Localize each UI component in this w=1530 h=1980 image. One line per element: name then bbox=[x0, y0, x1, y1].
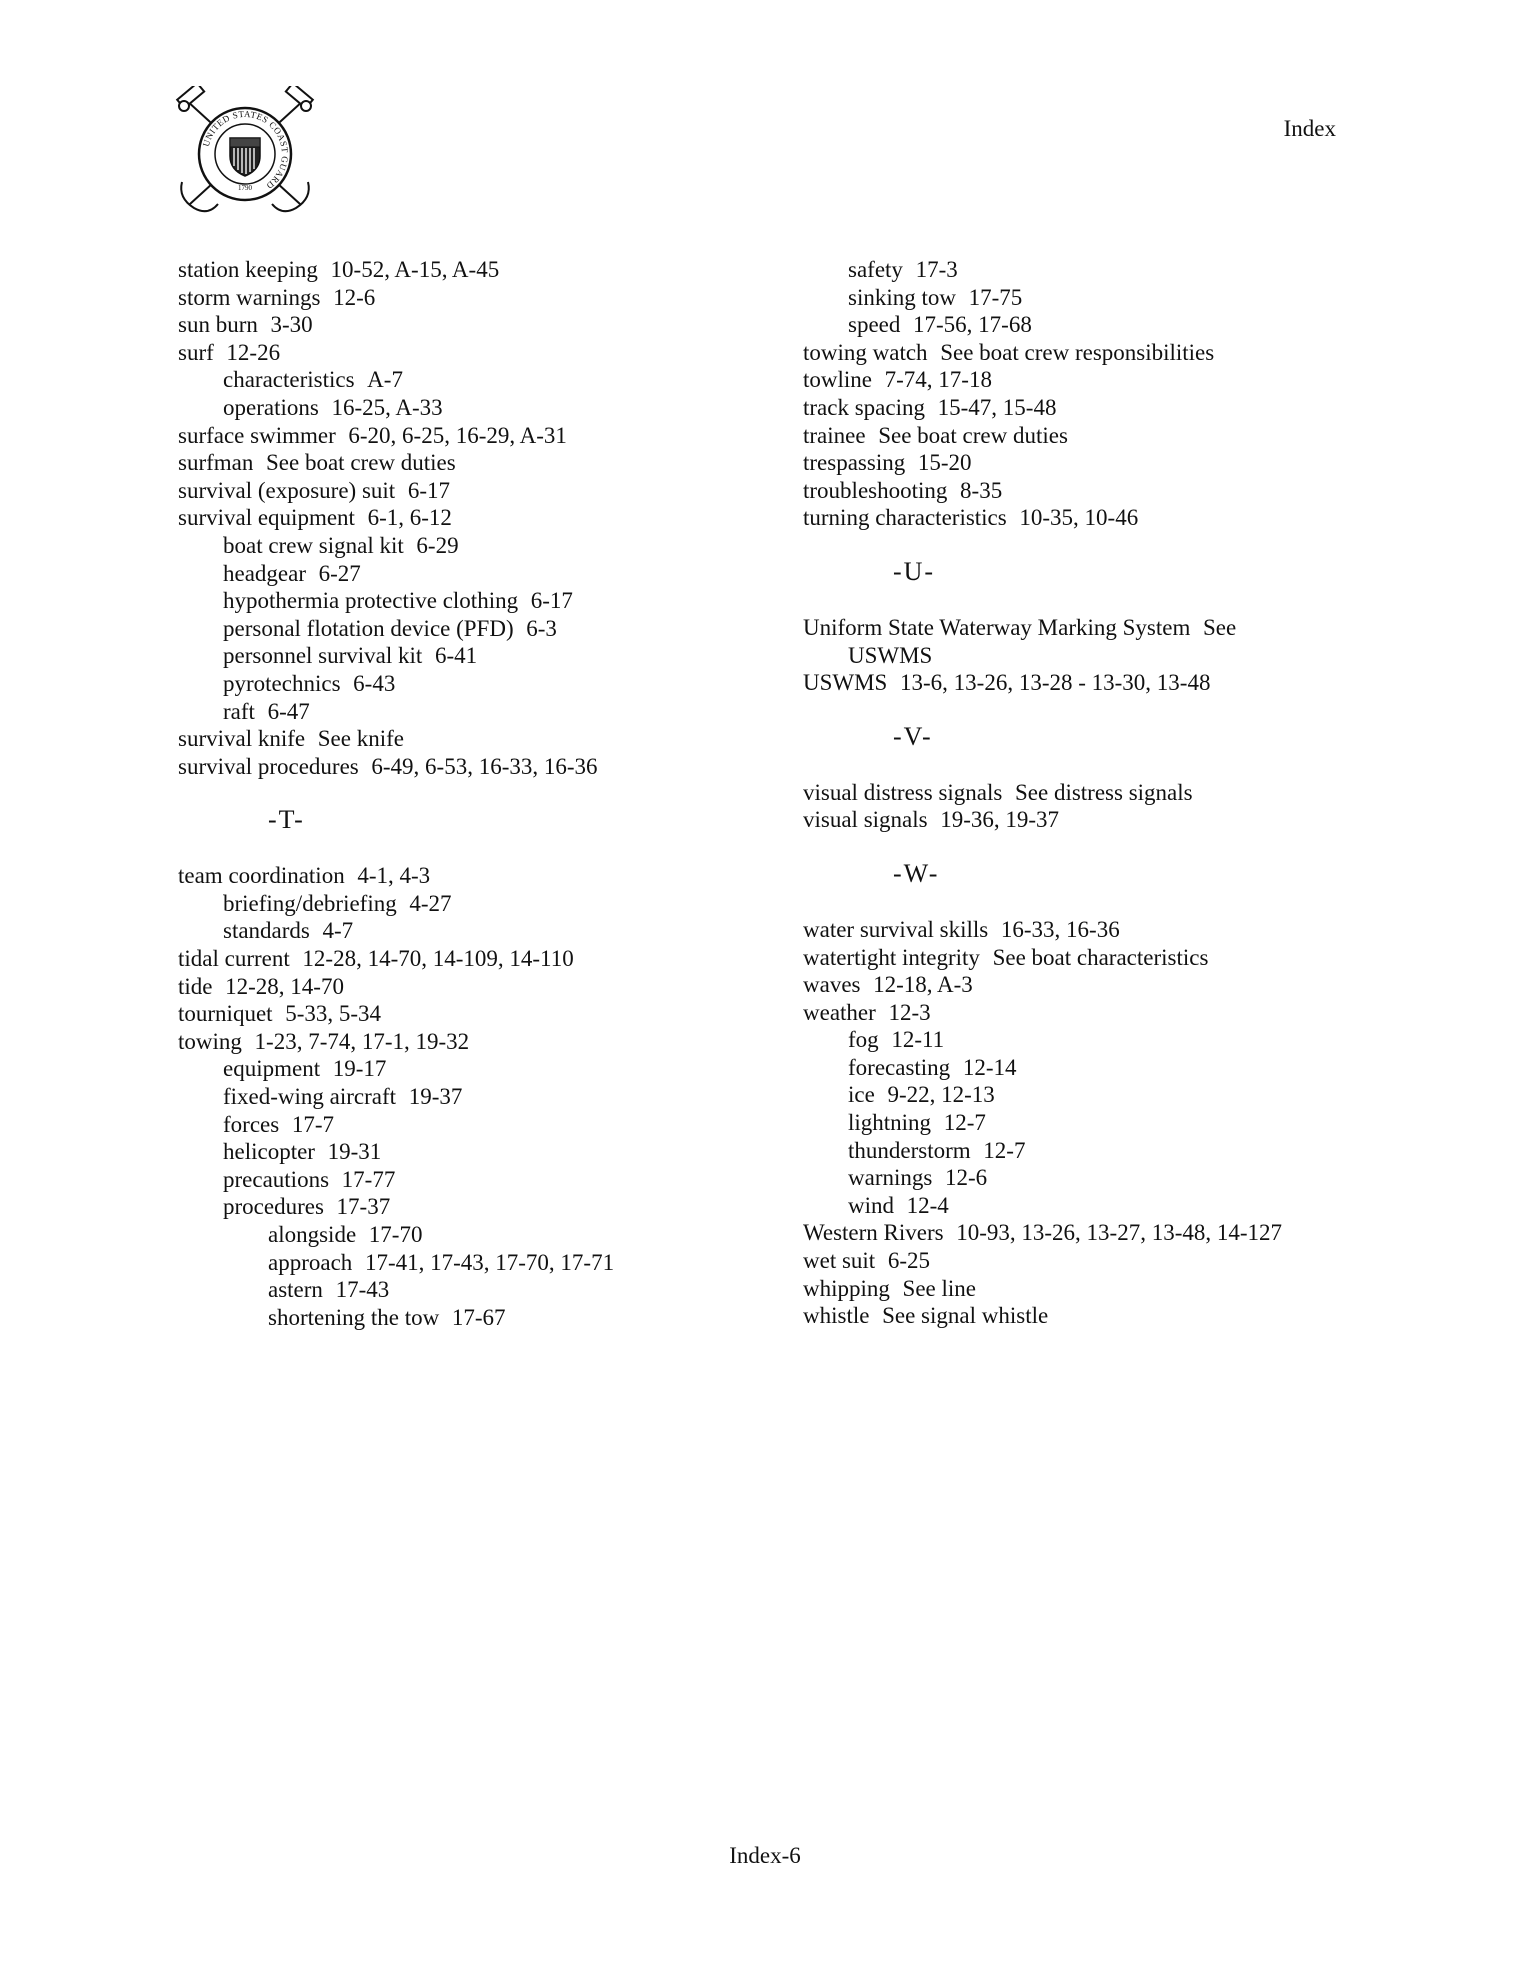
index-entry: trainee See boat crew duties bbox=[803, 422, 1068, 448]
letter-heading: -T- bbox=[268, 805, 305, 835]
index-entry: watertight integrity See boat characteristics bbox=[803, 944, 1209, 970]
index-subentry: lightning 12-7 bbox=[848, 1110, 986, 1136]
letter-heading: -U- bbox=[893, 556, 936, 586]
index-entry: track spacing 15-47, 15-48 bbox=[803, 394, 1057, 420]
index-entry: surf 12-26 bbox=[178, 339, 281, 365]
index-entry: turning characteristics 10-35, 10-46 bbox=[803, 505, 1139, 531]
index-left-column bbox=[178, 256, 778, 1331]
index-subentry: hypothermia protective clothing 6-17 bbox=[223, 588, 573, 614]
index-subentry: wind 12-4 bbox=[848, 1192, 949, 1218]
index-subentry: precautions 17-77 bbox=[223, 1166, 396, 1192]
letter-heading: -V- bbox=[893, 721, 933, 751]
index-entry: team coordination 4-1, 4-3 bbox=[178, 863, 431, 889]
index-entry: towline 7-74, 17-18 bbox=[803, 367, 992, 393]
index-entry: survival knife See knife bbox=[178, 726, 404, 752]
index-entry: station keeping 10-52, A-15, A-45 bbox=[178, 257, 500, 282]
index-subentry: equipment 19-17 bbox=[223, 1056, 387, 1082]
index-subentry: thunderstorm 12-7 bbox=[848, 1137, 1026, 1163]
index-subentry: forces 17-7 bbox=[223, 1111, 334, 1137]
index-subentry: standards 4-7 bbox=[223, 918, 354, 944]
index-entry: sun burn 3-30 bbox=[178, 312, 313, 338]
section-header: Index bbox=[1283, 116, 1336, 141]
index-subentry: speed 17-56, 17-68 bbox=[848, 312, 1032, 338]
index-subentry: raft 6-47 bbox=[223, 698, 310, 724]
index-subsubentry: shortening the tow 17-67 bbox=[268, 1304, 506, 1330]
index-subentry: fixed-wing aircraft 19-37 bbox=[223, 1084, 463, 1110]
index-entry: whipping See line bbox=[803, 1275, 976, 1301]
letter-section-t bbox=[178, 780, 778, 862]
index-subentry: forecasting 12-14 bbox=[848, 1054, 1017, 1080]
index-subsubentry: approach 17-41, 17-43, 17-70, 17-71 bbox=[268, 1249, 615, 1275]
index-subentry: pyrotechnics 6-43 bbox=[223, 670, 396, 696]
index-entry: whistle See signal whistle bbox=[803, 1303, 1049, 1329]
index-entry: weather 12-3 bbox=[803, 999, 931, 1025]
index-entry: towing watch See boat crew responsibilities bbox=[803, 339, 1215, 365]
logo-year: 1790 bbox=[238, 184, 252, 192]
index-entry: visual signals 19-36, 19-37 bbox=[803, 807, 1060, 833]
index-subentry: ice 9-22, 12-13 bbox=[848, 1082, 995, 1108]
index-entry: wet suit 6-25 bbox=[803, 1248, 931, 1274]
coast-guard-emblem-logo bbox=[174, 86, 316, 220]
index-entry: waves 12-18, A-3 bbox=[803, 972, 973, 998]
index-subentry: procedures 17-37 bbox=[223, 1194, 391, 1220]
index-subentry: characteristics A-7 bbox=[223, 367, 403, 393]
index-subentry: personnel survival kit 6-41 bbox=[223, 643, 478, 669]
index-subentry: boat crew signal kit 6-29 bbox=[223, 532, 459, 558]
index-entry: storm warnings 12-6 bbox=[178, 284, 376, 310]
index-entry: tidal current 12-28, 14-70, 14-109, 14-110 bbox=[178, 946, 574, 972]
index-subentry: fog 12-11 bbox=[848, 1027, 945, 1053]
index-right-column bbox=[803, 256, 1363, 1330]
index-subentry: warnings 12-6 bbox=[848, 1165, 988, 1191]
index-subentry: operations 16-25, A-33 bbox=[223, 394, 443, 420]
index-entry: surfman See boat crew duties bbox=[178, 450, 456, 476]
index-subentry: safety 17-3 bbox=[848, 257, 958, 282]
letter-heading: -W- bbox=[893, 858, 940, 888]
index-subentry: briefing/debriefing 4-27 bbox=[223, 890, 452, 916]
letter-section-w bbox=[803, 834, 1363, 916]
index-entry-continuation: USWMS bbox=[848, 642, 933, 668]
logo-ring-text: UNITED STATES COAST GUARD bbox=[200, 108, 291, 192]
index-subsubentry: astern 17-43 bbox=[268, 1277, 390, 1303]
index-entry: tide 12-28, 14-70 bbox=[178, 973, 344, 999]
index-entry: visual distress signals See distress signals bbox=[803, 779, 1193, 805]
letter-section-u bbox=[803, 532, 1363, 614]
index-subsubentry: alongside 17-70 bbox=[268, 1222, 423, 1247]
index-entry: towing 1-23, 7-74, 17-1, 19-32 bbox=[178, 1028, 470, 1054]
page-number: Index-6 bbox=[729, 1843, 801, 1868]
index-entry: survival equipment 6-1, 6-12 bbox=[178, 505, 452, 531]
index-subentry: personal flotation device (PFD) 6-3 bbox=[223, 615, 557, 641]
index-subentry: helicopter 19-31 bbox=[223, 1139, 382, 1165]
index-entry: Western Rivers 10-93, 13-26, 13-27, 13-48, 14-127 bbox=[803, 1220, 1283, 1246]
index-entry: Uniform State Waterway Marking System See bbox=[803, 614, 1237, 640]
index-subentry: sinking tow 17-75 bbox=[848, 284, 1023, 310]
index-entry: survival procedures 6-49, 6-53, 16-33, 16-36 bbox=[178, 753, 598, 779]
index-entry: USWMS 13-6, 13-26, 13-28 - 13-30, 13-48 bbox=[803, 670, 1211, 696]
index-entry: troubleshooting 8-35 bbox=[803, 477, 1003, 503]
index-entry: survival (exposure) suit 6-17 bbox=[178, 477, 450, 503]
index-entry: tourniquet 5-33, 5-34 bbox=[178, 1001, 382, 1027]
letter-section-v bbox=[803, 697, 1363, 779]
index-entry: surface swimmer 6-20, 6-25, 16-29, A-31 bbox=[178, 422, 567, 448]
index-subentry: headgear 6-27 bbox=[223, 560, 361, 586]
index-entry: trespassing 15-20 bbox=[803, 450, 972, 476]
index-entry: water survival skills 16-33, 16-36 bbox=[803, 916, 1120, 942]
